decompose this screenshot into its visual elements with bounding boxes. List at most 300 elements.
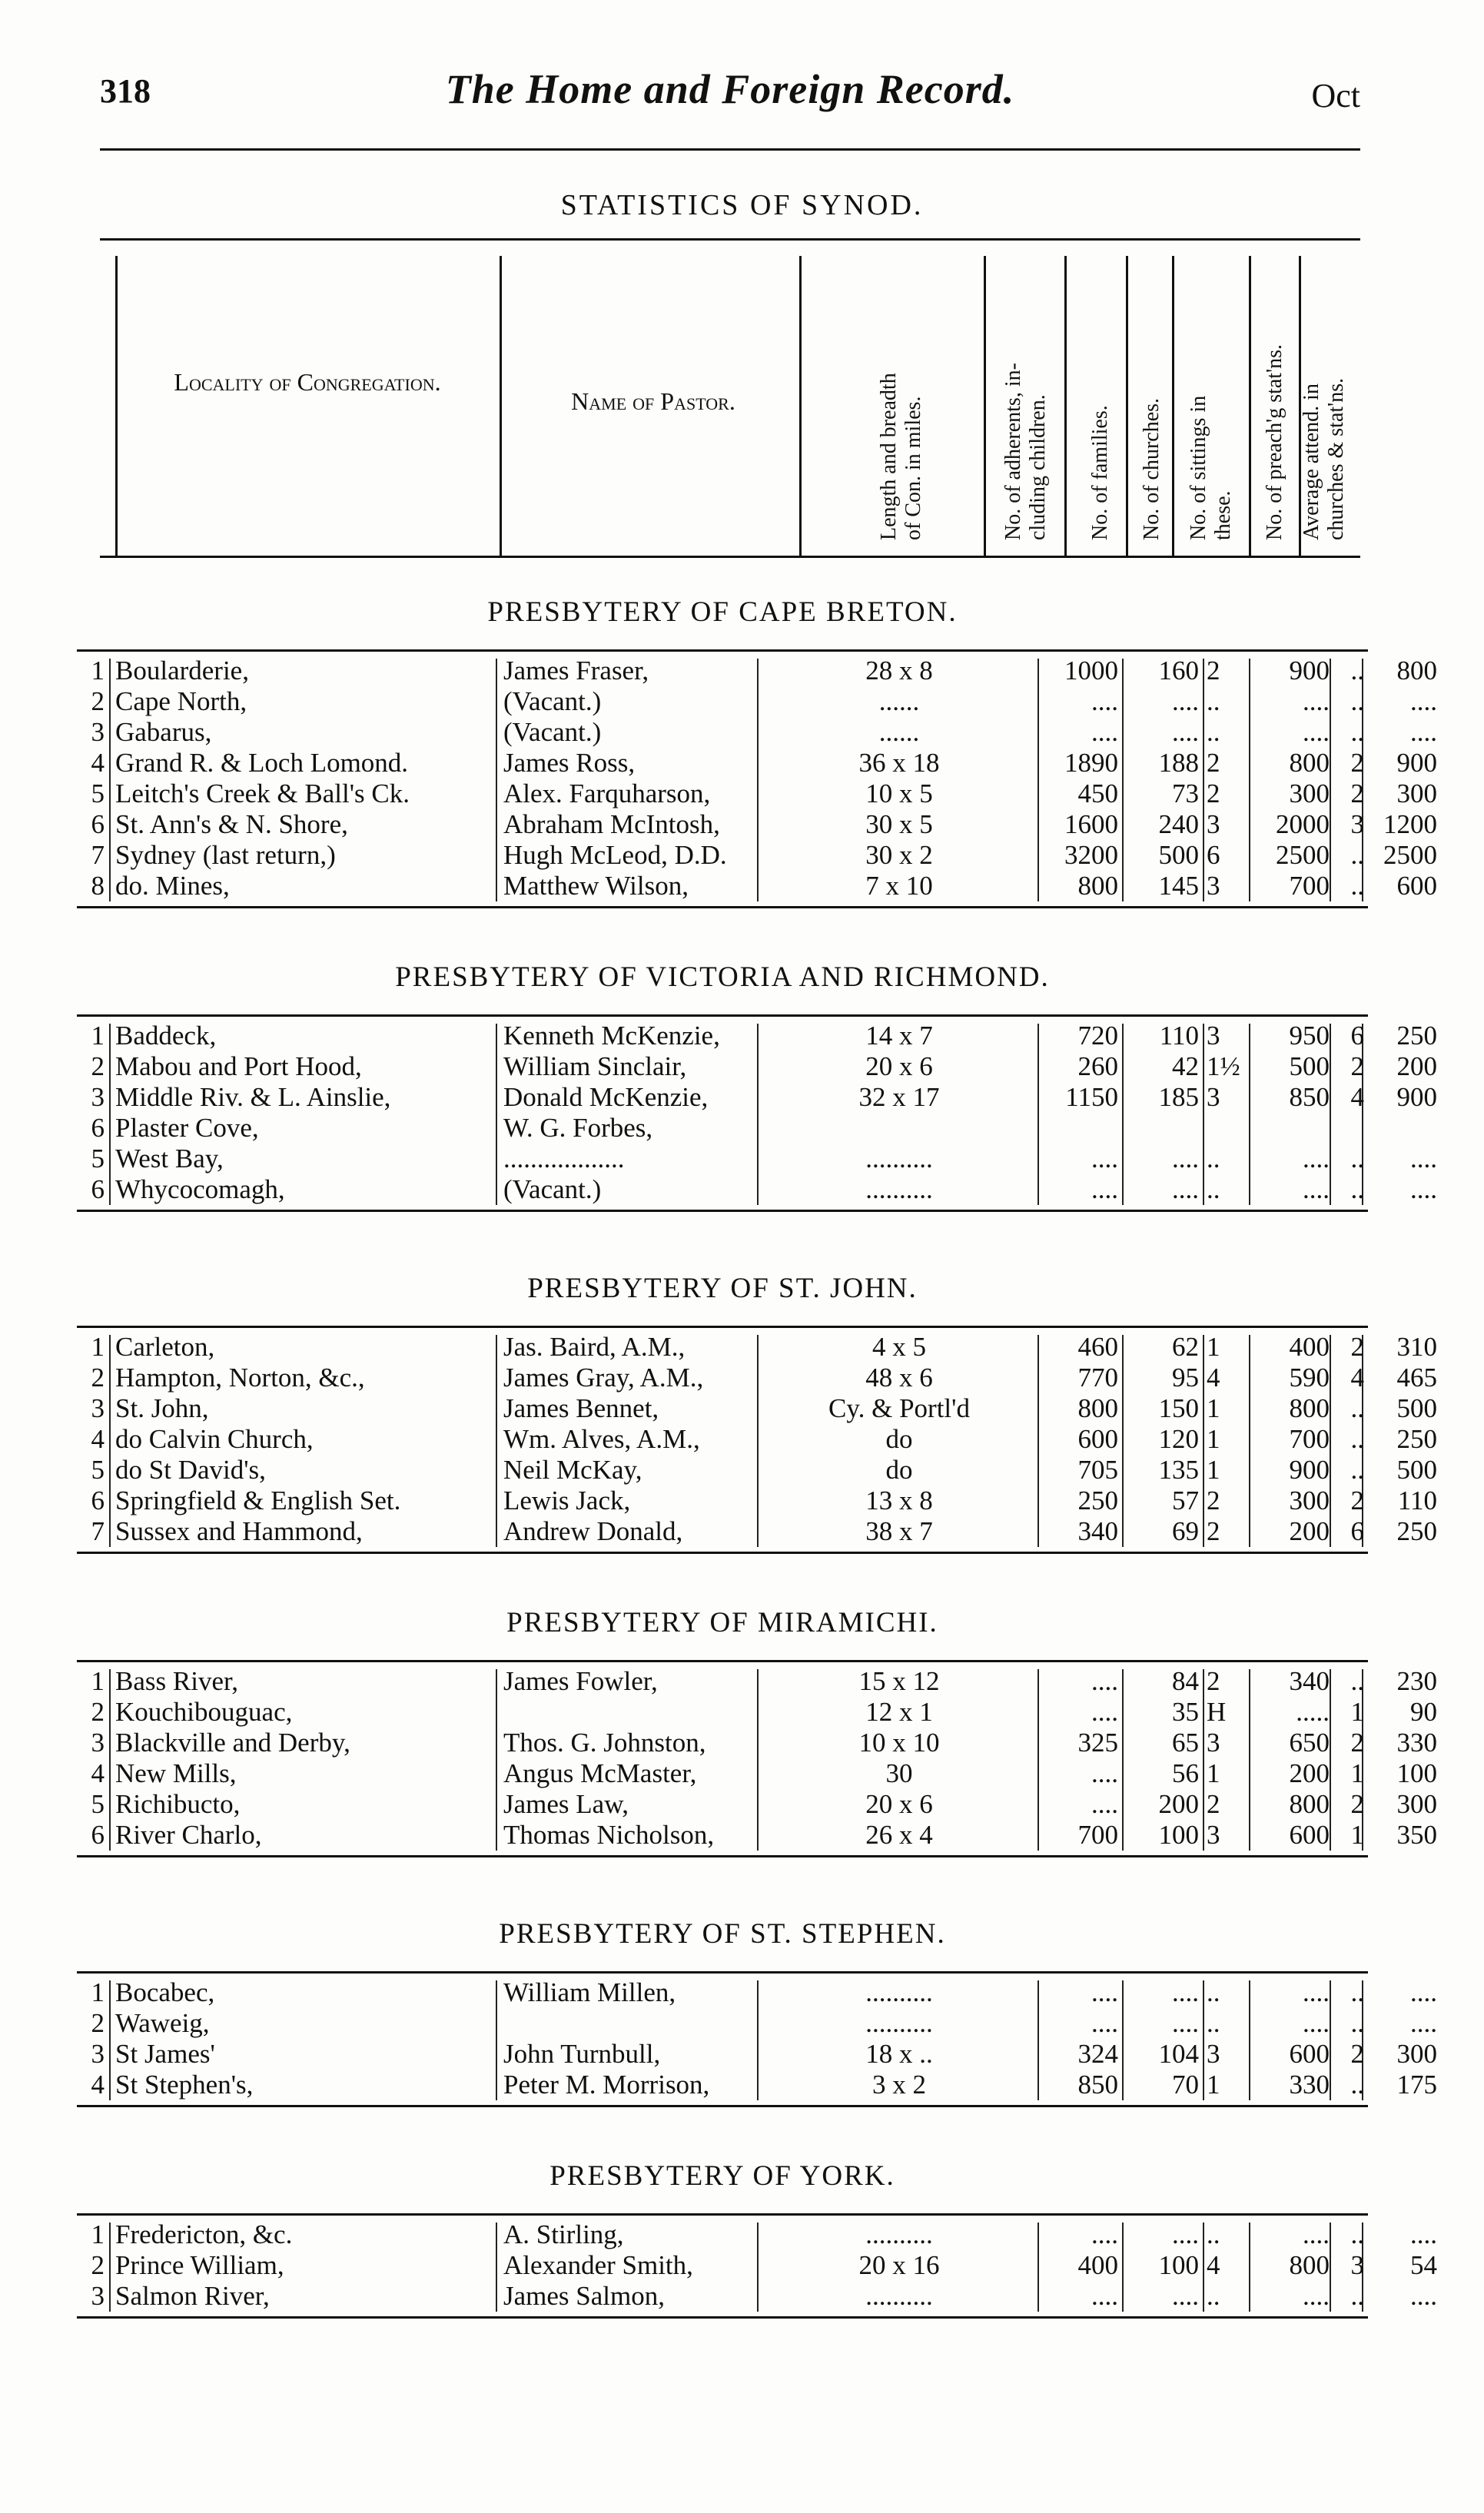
cell-length-breadth: 48 x 6: [865, 1363, 933, 1393]
cell-adherents: 800: [1077, 871, 1118, 901]
cell-row-number: 3: [91, 2039, 105, 2069]
cell-attendance: 300: [1396, 778, 1437, 808]
cell-pastor: James Ross,: [503, 748, 636, 778]
cell-locality: New Mills,: [115, 1758, 237, 1788]
section-title: PRESBYTERY OF VICTORIA AND RICHMOND.: [395, 961, 1050, 993]
cell-length-breadth: 20 x 6: [865, 1789, 933, 1819]
cell-locality: Cape North,: [115, 686, 247, 716]
cell-pastor: James Bennet,: [503, 1393, 659, 1423]
cell-length-breadth: 4 x 5: [872, 1332, 926, 1362]
page-title: STATISTICS OF SYNOD.: [560, 189, 924, 221]
cell-adherents: 705: [1077, 1455, 1118, 1485]
header-rule: [100, 148, 1360, 151]
cell-churches: 3: [1207, 2039, 1220, 2069]
cell-attendance: 100: [1396, 1758, 1437, 1788]
cell-adherents: ....: [1091, 1789, 1118, 1819]
cell-row-number: 5: [91, 1789, 105, 1819]
cell-adherents: 1000: [1064, 656, 1118, 686]
cell-sittings: 330: [1289, 2070, 1330, 2100]
section-top-rule: [77, 1660, 1368, 1662]
section-title: PRESBYTERY OF ST. JOHN.: [527, 1273, 918, 1304]
cell-row-number: 3: [91, 1728, 105, 1758]
cell-sittings: 340: [1289, 1666, 1330, 1696]
cell-preaching-stations: ..: [1350, 840, 1364, 870]
cell-preaching-stations: 1: [1350, 1820, 1364, 1850]
cell-locality: Springfield & English Set.: [115, 1486, 401, 1515]
cell-preaching-stations: ..: [1350, 2008, 1364, 2038]
cell-pastor: James Gray, A.M.,: [503, 1363, 704, 1393]
cell-attendance: 300: [1396, 2039, 1437, 2069]
cell-pastor: Wm. Alves, A.M.,: [503, 1424, 700, 1454]
cell-families: 150: [1158, 1393, 1199, 1423]
cell-families: 100: [1158, 1820, 1199, 1850]
cell-sittings: 700: [1289, 871, 1330, 901]
cell-adherents: 600: [1077, 1424, 1118, 1454]
cell-length-breadth: 28 x 8: [865, 656, 933, 686]
section-bottom-rule: [77, 1855, 1368, 1857]
column-divider: [799, 256, 802, 556]
cell-row-number: 2: [91, 686, 105, 716]
cell-pastor: Matthew Wilson,: [503, 871, 689, 901]
cell-attendance: 250: [1396, 1424, 1437, 1454]
cell-families: ....: [1172, 2008, 1199, 2038]
table-row: [77, 1363, 1437, 1393]
table-row: [77, 1174, 1437, 1205]
section-bottom-rule: [77, 1552, 1368, 1554]
cell-adherents: 3200: [1064, 840, 1118, 870]
cell-pastor: Kenneth McKenzie,: [503, 1021, 720, 1051]
cell-preaching-stations: ..: [1350, 717, 1364, 747]
cell-adherents: 260: [1077, 1051, 1118, 1081]
table-row: [77, 1113, 1368, 1144]
cell-preaching-stations: ..: [1350, 871, 1364, 901]
cell-preaching-stations: 6: [1350, 1516, 1364, 1546]
table-row: [77, 1424, 1437, 1455]
cell-sittings: 600: [1289, 2039, 1330, 2069]
cell-adherents: ....: [1091, 2008, 1118, 2038]
cell-churches: 2: [1207, 1516, 1220, 1546]
cell-sittings: ....: [1303, 2219, 1330, 2249]
cell-families: 185: [1158, 1082, 1199, 1112]
cell-sittings: .....: [1296, 1697, 1330, 1727]
table-row: [77, 748, 1437, 778]
table-row: [77, 1820, 1437, 1851]
cell-attendance: 500: [1396, 1455, 1437, 1485]
cell-families: 42: [1172, 1051, 1199, 1081]
cell-churches: 3: [1207, 809, 1220, 839]
cell-length-breadth: ..........: [865, 2219, 933, 2249]
cell-locality: Salmon River,: [115, 2281, 270, 2311]
cell-adherents: 770: [1077, 1363, 1118, 1393]
cell-attendance: ....: [1410, 717, 1437, 747]
cell-churches: 3: [1207, 871, 1220, 901]
cell-locality: Blackville and Derby,: [115, 1728, 350, 1758]
cell-row-number: 4: [91, 1758, 105, 1788]
cell-families: 135: [1158, 1455, 1199, 1485]
section-bottom-rule: [77, 2316, 1368, 2319]
cell-pastor: (Vacant.): [503, 1174, 602, 1204]
cell-sittings: 2000: [1276, 809, 1330, 839]
cell-row-number: 2: [91, 2250, 105, 2280]
cell-preaching-stations: ..: [1350, 1666, 1364, 1696]
cell-attendance: ....: [1410, 2281, 1437, 2311]
cell-sittings: ....: [1303, 2281, 1330, 2311]
cell-length-breadth: 30: [885, 1758, 913, 1788]
cell-churches: ..: [1207, 2008, 1220, 2038]
cell-row-number: 1: [91, 2219, 105, 2249]
cell-churches: 1½: [1207, 1051, 1240, 1081]
section-top-rule: [77, 649, 1368, 652]
cell-churches: ..: [1207, 2219, 1220, 2249]
cell-adherents: ....: [1091, 2281, 1118, 2311]
table-row: [77, 1758, 1437, 1789]
cell-preaching-stations: 2: [1350, 748, 1364, 778]
cell-locality: Bocabec,: [115, 1977, 215, 2007]
cell-attendance: ....: [1410, 686, 1437, 716]
cell-length-breadth: Cy. & Portl'd: [828, 1393, 970, 1423]
cell-attendance: 250: [1396, 1021, 1437, 1051]
cell-attendance: 350: [1396, 1820, 1437, 1850]
cell-length-breadth: 20 x 6: [865, 1051, 933, 1081]
cell-adherents: 460: [1077, 1332, 1118, 1362]
cell-preaching-stations: ..: [1350, 2070, 1364, 2100]
cell-locality: Sussex and Hammond,: [115, 1516, 363, 1546]
column-divider: [1249, 256, 1251, 556]
cell-churches: 1: [1207, 1393, 1220, 1423]
cell-preaching-stations: 4: [1350, 1363, 1364, 1393]
cell-churches: 1: [1207, 1758, 1220, 1788]
cell-preaching-stations: 3: [1350, 809, 1364, 839]
cell-locality: Fredericton, &c.: [115, 2219, 293, 2249]
cell-attendance: 250: [1396, 1516, 1437, 1546]
cell-attendance: 465: [1396, 1363, 1437, 1393]
cell-preaching-stations: ..: [1350, 1455, 1364, 1485]
cell-preaching-stations: 1: [1350, 1697, 1364, 1727]
cell-families: 100: [1158, 2250, 1199, 2280]
cell-row-number: 3: [91, 1082, 105, 1112]
cell-families: 104: [1158, 2039, 1199, 2069]
cell-preaching-stations: ..: [1350, 2281, 1364, 2311]
cell-length-breadth: 7 x 10: [865, 871, 933, 901]
cell-attendance: ....: [1410, 1174, 1437, 1204]
cell-row-number: 7: [91, 1516, 105, 1546]
cell-families: 200: [1158, 1789, 1199, 1819]
cell-preaching-stations: ..: [1350, 1977, 1364, 2007]
cell-families: ....: [1172, 1144, 1199, 1174]
cell-row-number: 2: [91, 1051, 105, 1081]
cell-sittings: 650: [1289, 1728, 1330, 1758]
cell-pastor: Thos. G. Johnston,: [503, 1728, 706, 1758]
cell-families: 110: [1159, 1021, 1199, 1051]
table-row: [77, 1728, 1437, 1758]
table-row: [77, 2070, 1437, 2100]
cell-attendance: 110: [1397, 1486, 1437, 1515]
cell-attendance: 600: [1396, 871, 1437, 901]
cell-churches: ..: [1207, 1977, 1220, 2007]
cell-families: ....: [1172, 1174, 1199, 1204]
cell-row-number: 2: [91, 2008, 105, 2038]
cell-families: 65: [1172, 1728, 1199, 1758]
cell-churches: 1: [1207, 2070, 1220, 2100]
cell-pastor: ..................: [503, 1144, 625, 1174]
table-row: [77, 2039, 1437, 2070]
cell-length-breadth: 30 x 5: [865, 809, 933, 839]
cell-length-breadth: 3 x 2: [872, 2070, 926, 2100]
cell-sittings: ....: [1303, 2008, 1330, 2038]
cell-adherents: 450: [1077, 778, 1118, 808]
cell-pastor: A. Stirling,: [503, 2219, 624, 2249]
cell-churches: 1: [1207, 1332, 1220, 1362]
cell-length-breadth: ......: [878, 717, 920, 747]
cell-families: 95: [1172, 1363, 1199, 1393]
cell-length-breadth: 20 x 16: [858, 2250, 940, 2280]
cell-sittings: 800: [1289, 748, 1330, 778]
cell-row-number: 3: [91, 2281, 105, 2311]
cell-families: 160: [1158, 656, 1199, 686]
cell-pastor: (Vacant.): [503, 717, 602, 747]
cell-preaching-stations: ..: [1350, 686, 1364, 716]
cell-locality: Boularderie,: [115, 656, 249, 686]
table-row: [77, 809, 1437, 840]
cell-locality: Leitch's Creek & Ball's Ck.: [115, 778, 410, 808]
cell-locality: do St David's,: [115, 1455, 266, 1485]
section-top-rule: [77, 2213, 1368, 2216]
cell-pastor: Abraham McIntosh,: [503, 809, 720, 839]
cell-row-number: 3: [91, 1393, 105, 1423]
cell-adherents: 400: [1077, 2250, 1118, 2280]
cell-pastor: W. G. Forbes,: [503, 1113, 653, 1143]
cell-locality: Kouchibouguac,: [115, 1697, 293, 1727]
cell-locality: St James': [115, 2039, 215, 2069]
cell-locality: Middle Riv. & L. Ainslie,: [115, 1082, 391, 1112]
cell-churches: 3: [1207, 1728, 1220, 1758]
cell-pastor: James Fowler,: [503, 1666, 658, 1696]
table-row: [77, 717, 1437, 748]
cell-attendance: 1200: [1383, 809, 1437, 839]
cell-families: ....: [1172, 686, 1199, 716]
table-row: [77, 1144, 1437, 1174]
cell-preaching-stations: 3: [1350, 2250, 1364, 2280]
cell-adherents: ....: [1091, 2219, 1118, 2249]
cell-attendance: 90: [1410, 1697, 1437, 1727]
cell-length-breadth: 14 x 7: [865, 1021, 933, 1051]
cell-length-breadth: ..........: [865, 1977, 933, 2007]
cell-row-number: 4: [91, 1424, 105, 1454]
cell-attendance: ....: [1410, 1144, 1437, 1174]
table-row: [77, 1455, 1437, 1486]
cell-attendance: 175: [1396, 2070, 1437, 2100]
cell-adherents: ....: [1091, 717, 1118, 747]
cell-churches: ..: [1207, 717, 1220, 747]
cell-attendance: 900: [1396, 1082, 1437, 1112]
cell-families: ....: [1172, 2219, 1199, 2249]
table-row: [77, 840, 1437, 871]
cell-families: 70: [1172, 2070, 1199, 2100]
cell-adherents: ....: [1091, 1697, 1118, 1727]
cell-length-breadth: 12 x 1: [865, 1697, 933, 1727]
cell-families: ....: [1172, 1977, 1199, 2007]
section-bottom-rule: [77, 906, 1368, 908]
table-row: [77, 2008, 1437, 2039]
cell-adherents: 850: [1077, 2070, 1118, 2100]
cell-length-breadth: do: [885, 1455, 913, 1485]
cell-churches: 1: [1207, 1424, 1220, 1454]
cell-sittings: 300: [1289, 1486, 1330, 1515]
cell-locality: Plaster Cove,: [115, 1113, 259, 1143]
cell-families: 120: [1158, 1424, 1199, 1454]
cell-sittings: 800: [1289, 1393, 1330, 1423]
cell-row-number: 4: [91, 748, 105, 778]
cell-pastor: Neil McKay,: [503, 1455, 642, 1485]
cell-preaching-stations: 6: [1350, 1021, 1364, 1051]
cell-families: 84: [1172, 1666, 1199, 1696]
cell-families: ....: [1172, 2281, 1199, 2311]
cell-row-number: 3: [91, 717, 105, 747]
cell-adherents: ....: [1091, 1758, 1118, 1788]
cell-locality: Mabou and Port Hood,: [115, 1051, 362, 1081]
cell-row-number: 4: [91, 2070, 105, 2100]
cell-sittings: 700: [1289, 1424, 1330, 1454]
cell-adherents: ....: [1091, 1977, 1118, 2007]
cell-length-breadth: do: [885, 1424, 913, 1454]
cell-pastor: Angus McMaster,: [503, 1758, 697, 1788]
table-row: [77, 1021, 1437, 1051]
cell-churches: ..: [1207, 1144, 1220, 1174]
table-row: [77, 1051, 1437, 1082]
cell-row-number: 6: [91, 809, 105, 839]
cell-locality: do. Mines,: [115, 871, 230, 901]
cell-pastor: Lewis Jack,: [503, 1486, 631, 1515]
cell-row-number: 1: [91, 1332, 105, 1362]
cell-families: 188: [1158, 748, 1199, 778]
cell-sittings: ....: [1303, 717, 1330, 747]
cell-adherents: 250: [1077, 1486, 1118, 1515]
cell-pastor: Donald McKenzie,: [503, 1082, 709, 1112]
cell-attendance: ....: [1410, 2219, 1437, 2249]
cell-adherents: 1600: [1064, 809, 1118, 839]
cell-families: 62: [1172, 1332, 1199, 1362]
cell-churches: 2: [1207, 656, 1220, 686]
cell-sittings: ....: [1303, 1977, 1330, 2007]
cell-locality: St. Ann's & N. Shore,: [115, 809, 348, 839]
cell-churches: 2: [1207, 1789, 1220, 1819]
table-row: [77, 1697, 1437, 1728]
cell-adherents: ....: [1091, 1144, 1118, 1174]
section-title: PRESBYTERY OF YORK.: [549, 2160, 895, 2192]
cell-preaching-stations: ..: [1350, 1393, 1364, 1423]
column-divider: [984, 256, 986, 556]
cell-preaching-stations: ..: [1350, 656, 1364, 686]
table-row: [77, 1082, 1437, 1113]
cell-pastor: Peter M. Morrison,: [503, 2070, 710, 2100]
table-row: [77, 656, 1437, 686]
cell-pastor: Alex. Farquharson,: [503, 778, 711, 808]
cell-adherents: 340: [1077, 1516, 1118, 1546]
cell-pastor: Hugh McLeod, D.D.: [503, 840, 727, 870]
table-row: [77, 1516, 1437, 1547]
cell-families: 56: [1172, 1758, 1199, 1788]
cell-pastor: (Vacant.): [503, 686, 602, 716]
cell-pastor: William Millen,: [503, 1977, 676, 2007]
cell-churches: 2: [1207, 748, 1220, 778]
cell-churches: ..: [1207, 1174, 1220, 1204]
cell-families: ....: [1172, 717, 1199, 747]
cell-pastor: James Fraser,: [503, 656, 649, 686]
cell-sittings: 800: [1289, 1789, 1330, 1819]
cell-locality: Gabarus,: [115, 717, 212, 747]
column-divider: [1126, 256, 1128, 556]
cell-length-breadth: ..........: [865, 2008, 933, 2038]
cell-preaching-stations: 2: [1350, 1051, 1364, 1081]
cell-length-breadth: 10 x 10: [858, 1728, 940, 1758]
cell-sittings: 590: [1289, 1363, 1330, 1393]
cell-pastor: James Salmon,: [503, 2281, 665, 2311]
cell-pastor: Jas. Baird, A.M.,: [503, 1332, 686, 1362]
cell-sittings: 850: [1289, 1082, 1330, 1112]
cell-sittings: 2500: [1276, 840, 1330, 870]
cell-locality: St. John,: [115, 1393, 209, 1423]
cell-adherents: ....: [1091, 1174, 1118, 1204]
cell-pastor: Thomas Nicholson,: [503, 1820, 715, 1850]
cell-length-breadth: 26 x 4: [865, 1820, 933, 1850]
table-row: [77, 686, 1437, 717]
cell-sittings: 900: [1289, 1455, 1330, 1485]
table-row: [77, 871, 1437, 901]
cell-row-number: 6: [91, 1486, 105, 1515]
cell-families: 500: [1158, 840, 1199, 870]
cell-locality: Grand R. & Loch Lomond.: [115, 748, 409, 778]
cell-sittings: 800: [1289, 2250, 1330, 2280]
cell-locality: Bass River,: [115, 1666, 238, 1696]
section-bottom-rule: [77, 2105, 1368, 2107]
cell-row-number: 8: [91, 871, 105, 901]
cell-locality: Whycocomagh,: [115, 1174, 285, 1204]
cell-sittings: ....: [1303, 1144, 1330, 1174]
section-title: PRESBYTERY OF ST. STEPHEN.: [499, 1918, 946, 1950]
cell-locality: Richibucto,: [115, 1789, 241, 1819]
cell-length-breadth: 15 x 12: [858, 1666, 940, 1696]
header-locality: Locality of Congregation.: [174, 368, 441, 396]
cell-locality: River Charlo,: [115, 1820, 262, 1850]
section-top-rule: [77, 1971, 1368, 1974]
cell-row-number: 7: [91, 840, 105, 870]
cell-adherents: 700: [1077, 1820, 1118, 1850]
cell-adherents: ....: [1091, 686, 1118, 716]
section-title: PRESBYTERY OF MIRAMICHI.: [506, 1607, 938, 1638]
table-row: [77, 2219, 1437, 2250]
cell-row-number: 6: [91, 1174, 105, 1204]
cell-attendance: 500: [1396, 1393, 1437, 1423]
cell-adherents: ....: [1091, 1666, 1118, 1696]
cell-locality: St Stephen's,: [115, 2070, 254, 2100]
cell-length-breadth: 13 x 8: [865, 1486, 933, 1515]
cell-sittings: 400: [1289, 1332, 1330, 1362]
cell-sittings: 500: [1289, 1051, 1330, 1081]
cell-pastor: James Law,: [503, 1789, 629, 1819]
section-title: PRESBYTERY OF CAPE BRETON.: [487, 596, 958, 628]
cell-row-number: 6: [91, 1113, 105, 1143]
cell-adherents: 324: [1077, 2039, 1118, 2069]
cell-length-breadth: ..........: [865, 1144, 933, 1174]
cell-row-number: 5: [91, 1144, 105, 1174]
cell-attendance: 900: [1396, 748, 1437, 778]
cell-sittings: 900: [1289, 656, 1330, 686]
cell-churches: 2: [1207, 778, 1220, 808]
cell-families: 240: [1158, 809, 1199, 839]
cell-attendance: ....: [1410, 1977, 1437, 2007]
cell-adherents: 720: [1077, 1021, 1118, 1051]
cell-preaching-stations: ..: [1350, 1424, 1364, 1454]
